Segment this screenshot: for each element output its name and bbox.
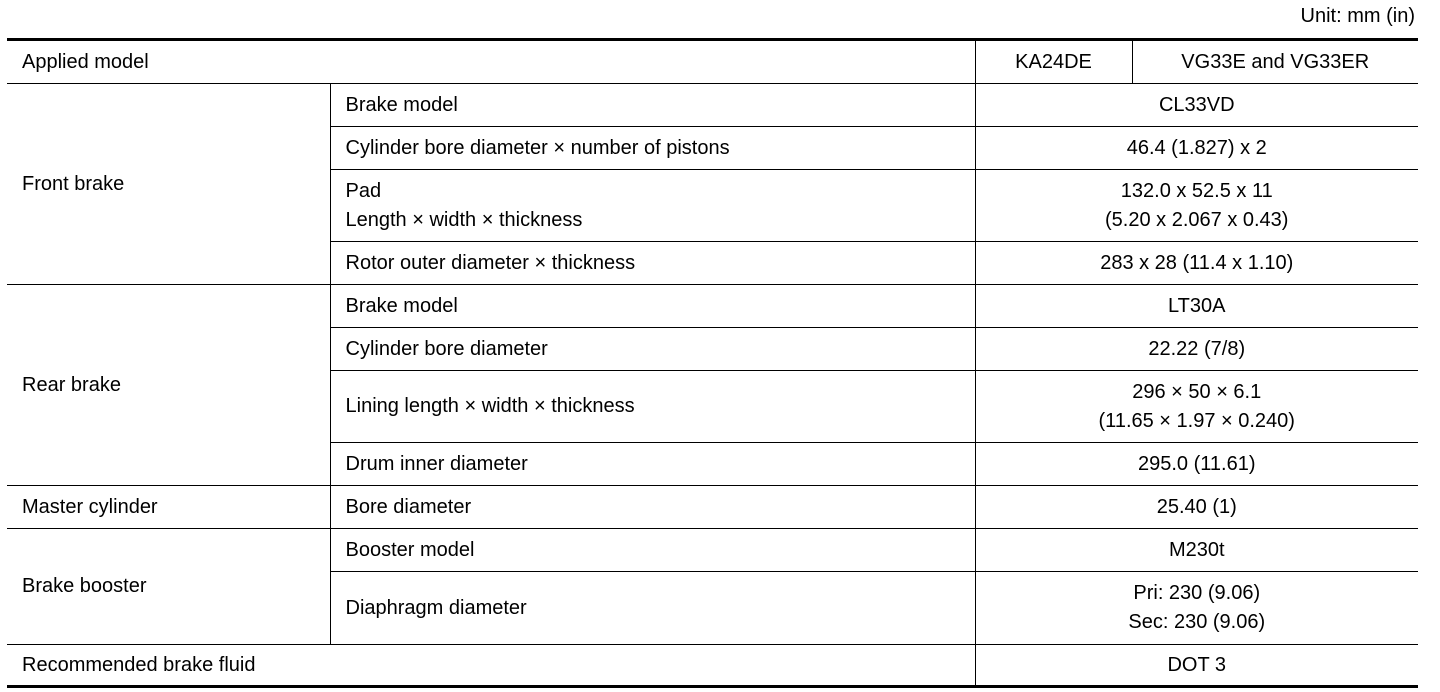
item-label: Diaphragm diameter: [330, 572, 975, 645]
item-label: Brake model: [330, 285, 975, 328]
item-label: Lining length × width × thickness: [330, 371, 975, 443]
unit-label: Unit: mm (in): [1300, 5, 1415, 27]
item-label: Booster model: [330, 529, 975, 572]
item-label: Cylinder bore diameter × number of pistons: [330, 127, 975, 170]
item-value: 283 x 28 (11.4 x 1.10): [975, 242, 1418, 285]
item-value: Pri: 230 (9.06) Sec: 230 (9.06): [975, 572, 1418, 645]
fluid-value: DOT 3: [975, 645, 1418, 687]
item-value: 295.0 (11.61): [975, 443, 1418, 486]
brake-booster-label: Brake booster: [7, 529, 330, 645]
item-label: Rotor outer diameter × thickness: [330, 242, 975, 285]
brake-spec-table: [7, 38, 1418, 688]
item-value: 25.40 (1): [975, 486, 1418, 529]
recommended-fluid-label: Recommended brake fluid: [7, 645, 975, 687]
model-ka24de: KA24DE: [975, 40, 1132, 84]
table-row: [7, 486, 1418, 529]
master-cylinder-label: Master cylinder: [7, 486, 330, 529]
item-value: M230t: [975, 529, 1418, 572]
table-row-fluid: [7, 645, 1418, 687]
item-label: Pad Length × width × thickness: [330, 170, 975, 242]
item-value: 46.4 (1.827) x 2: [975, 127, 1418, 170]
item-value: 132.0 x 52.5 x 11 (5.20 x 2.067 x 0.43): [975, 170, 1418, 242]
item-label: Drum inner diameter: [330, 443, 975, 486]
item-label: Cylinder bore diameter: [330, 328, 975, 371]
item-label: Brake model: [330, 84, 975, 127]
item-label: Bore diameter: [330, 486, 975, 529]
applied-model-label: Applied model: [7, 40, 975, 84]
item-value: 22.22 (7/8): [975, 328, 1418, 371]
table-row-applied-model: [7, 40, 1418, 84]
table-row: [7, 285, 1418, 328]
item-value: 296 × 50 × 6.1 (11.65 × 1.97 × 0.240): [975, 371, 1418, 443]
model-vg33e: VG33E and VG33ER: [1132, 40, 1418, 84]
table-row: [7, 529, 1418, 572]
table-row: [7, 84, 1418, 127]
item-value: CL33VD: [975, 84, 1418, 127]
front-brake-label: Front brake: [7, 84, 330, 285]
item-value: LT30A: [975, 285, 1418, 328]
rear-brake-label: Rear brake: [7, 285, 330, 486]
